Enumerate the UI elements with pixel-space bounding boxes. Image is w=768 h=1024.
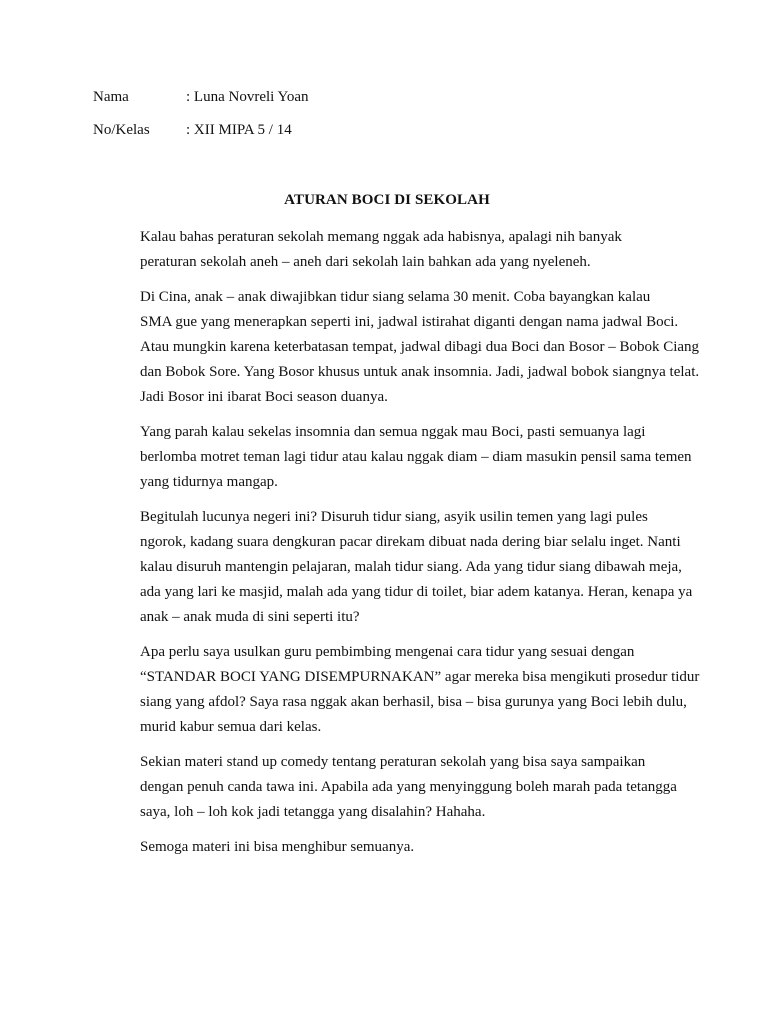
paragraph-line: Begitulah lucunya negeri ini? Disuruh tidur siang, asyik usilin temen yang lagi pules bbox=[140, 509, 648, 525]
paragraph bbox=[93, 285, 700, 410]
paragraph-line: peraturan sekolah aneh – aneh dari sekolah lain bahkan ada yang nyeleneh. bbox=[140, 254, 591, 270]
paragraph-line: SMA gue yang menerapkan seperti ini, jadwal istirahat diganti dengan nama jadwal Boci. bbox=[140, 314, 679, 330]
paragraph-line: Apa perlu saya usulkan guru pembimbing mengenai cara tidur yang sesuai dengan bbox=[140, 644, 635, 660]
paragraph bbox=[93, 420, 692, 495]
paragraph-line: “STANDAR BOCI YANG DISEMPURNAKAN” agar mereka bisa mengikuti prosedur tidur bbox=[140, 669, 700, 685]
paragraph bbox=[93, 835, 683, 860]
paragraph-line: Semoga materi ini bisa menghibur semuanya. bbox=[140, 839, 415, 855]
paragraph-line: berlomba motret teman lagi tidur atau kalau nggak diam – diam masukin pensil sama temen bbox=[140, 449, 692, 465]
paragraph-line: anak – anak muda di sini seperti itu? bbox=[140, 609, 360, 625]
paragraph-line: Yang parah kalau sekelas insomnia dan semua nggak mau Boci, pasti semuanya lagi bbox=[140, 424, 646, 440]
paragraph-line: murid kabur semua dari kelas. bbox=[140, 719, 322, 735]
paragraph bbox=[93, 750, 683, 825]
paragraph bbox=[93, 640, 700, 740]
paragraph-line: Di Cina, anak – anak diwajibkan tidur siang selama 30 menit. Coba bayangkan kalau bbox=[140, 289, 651, 305]
paragraph bbox=[93, 225, 683, 275]
paragraph-line: Sekian materi stand up comedy tentang peraturan sekolah yang bisa saya sampaikan bbox=[140, 754, 646, 770]
paragraph-line: kalau disuruh mantengin pelajaran, malah tidur siang. Ada yang tidur siang dibawah meja, bbox=[140, 559, 682, 575]
paragraph-line: Jadi Bosor ini ibarat Boci season duanya. bbox=[140, 389, 388, 405]
paragraph-line: Atau mungkin karena keterbatasan tempat, jadwal dibagi dua Boci dan Bosor – Bobok Ciang bbox=[140, 339, 700, 355]
paragraph bbox=[93, 505, 693, 630]
paragraph-line: Kalau bahas peraturan sekolah memang nggak ada habisnya, apalagi nih banyak bbox=[140, 229, 622, 245]
paragraph-line: ngorok, kadang suara dengkuran pacar direkam dibuat nada dering biar selalu inget. Nanti bbox=[140, 534, 681, 550]
paragraph-line: ada yang lari ke masjid, malah ada yang tidur di toilet, biar adem katanya. Heran, kenapa ya bbox=[140, 584, 693, 600]
class-value: : XII MIPA 5 / 14 bbox=[186, 122, 292, 138]
document-body bbox=[93, 225, 700, 870]
paragraph-line: saya, loh – loh kok jadi tetangga yang disalahin? Hahaha. bbox=[140, 804, 486, 820]
name-label: Nama bbox=[93, 89, 129, 105]
paragraph-line: yang tidurnya mangap. bbox=[140, 474, 278, 490]
document-title: ATURAN BOCI DI SEKOLAH bbox=[284, 192, 490, 208]
name-value: : Luna Novreli Yoan bbox=[186, 89, 309, 105]
paragraph-line: dan Bobok Sore. Yang Bosor khusus untuk anak insomnia. Jadi, jadwal bobok siangnya telat. bbox=[140, 364, 700, 380]
class-label: No/Kelas bbox=[93, 122, 150, 138]
paragraph-line: siang yang afdol? Saya rasa nggak akan berhasil, bisa – bisa gurunya yang Boci lebih dulu, bbox=[140, 694, 687, 710]
paragraph-line: dengan penuh canda tawa ini. Apabila ada yang menyinggung boleh marah pada tetangga bbox=[140, 779, 677, 795]
